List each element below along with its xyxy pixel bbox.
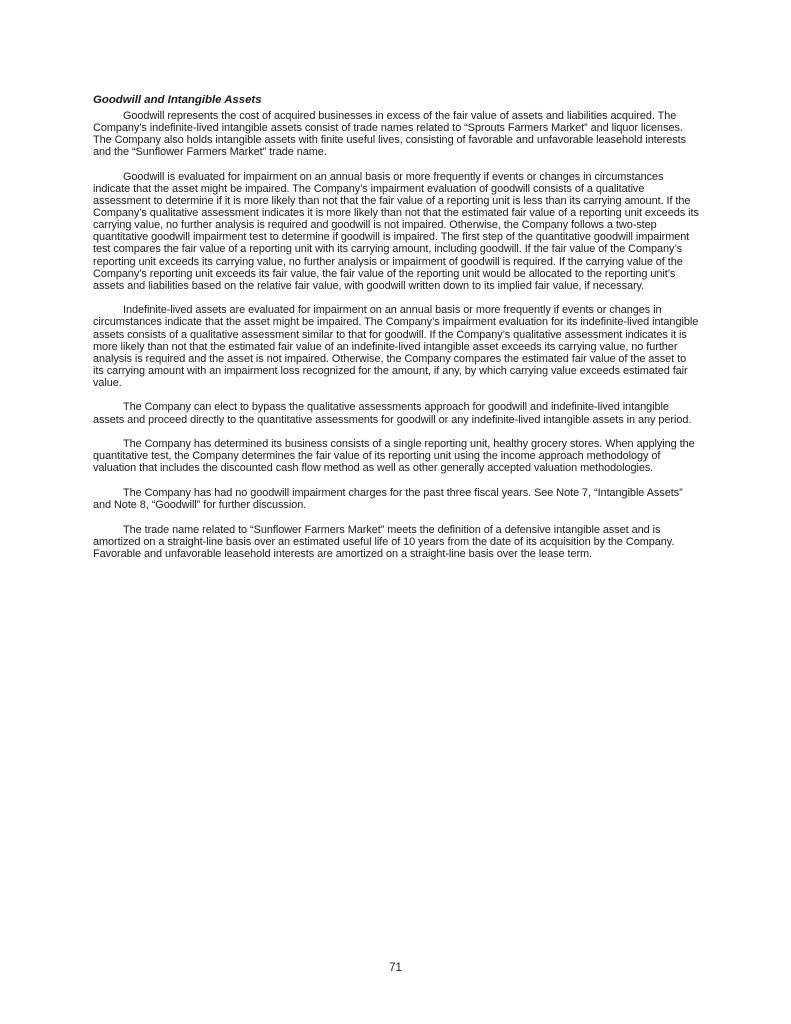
paragraph-indefinite-lived-assets: Indefinite-lived assets are evaluated for impairment on an annual basis or more frequently if events or changes in circumstances indicate that the asset might be impaired. The Company’s impairment evaluation for its indefinite-lived intangible assets consists of a qualitative assessment similar to that for goodwill. If the Company’s qualitative assessment indicates it is more likely than not that the estimated fair value of an indefinite-lived intangible asset exceeds its carrying value, no further analysis is required and the asset is not impaired. Otherwise, the Company compares the estimated fair value of the asset to its carrying amount with an impairment loss recognized for the amount, if any, by which carrying value exceeds estimated fair value.	[93, 304, 699, 389]
paragraph-goodwill-definition: Goodwill represents the cost of acquired businesses in excess of the fair value of assets and liabilities acquired. The Company’s indefinite-lived intangible assets consist of trade names related to “Sprouts Farmers Market” and liquor licenses. The Company also holds intangible assets with finite useful lives, consisting of favorable and unfavorable leasehold interests and the “Sunflower Farmers Market” trade name.	[93, 110, 687, 159]
paragraph-trade-name-amortization: The trade name related to “Sunflower Farmers Market” meets the definition of a defensive intangible asset and is amortized on a straight-line basis over an estimated useful life of 10 years from the date of its acquisition by the Company. Favorable and unfavorable leasehold interests are amortized on a straight-line basis over the lease term.	[93, 523, 675, 560]
paragraph-single-reporting-unit: The Company has determined its business consists of a single reporting unit, healthy grocery stores. When applying the quantitative test, the Company determines the fair value of its reporting unit using the income approach methodology of valuation that includes the discounted cash flow method as well as other generally accepted valuation methodologies.	[93, 438, 695, 475]
section-heading: Goodwill and Intangible Assets	[93, 94, 262, 106]
page-number: 71	[389, 962, 402, 974]
document-body	[93, 93, 699, 572]
paragraph-bypass-qualitative: The Company can elect to bypass the qualitative assessments approach for goodwill and indefinite-lived intangible assets and proceed directly to the quantitative assessments for goodwill or any indefinite-lived intangible assets in any period.	[93, 401, 692, 426]
paragraph-goodwill-impairment-evaluation: Goodwill is evaluated for impairment on an annual basis or more frequently if events or changes in circumstances indicate that the asset might be impaired. The Company’s impairment evaluation of goodwill consists of a qualitative assessment to determine if it is more likely than not that the fair value of a reporting unit is less than its carrying amount. If the Company’s qualitative assessment indicates it is more likely than not that the estimated fair value of a reporting unit exceeds its carrying value, no further analysis is required and goodwill is not impaired. Otherwise, the Company follows a two-step quantitative goodwill impairment test to determine if goodwill is impaired. The first step of the quantitative goodwill impairment test compares the fair value of a reporting unit with its carrying amount, including goodwill. If the fair value of the Company’s reporting unit exceeds its carrying value, no further analysis or impairment of goodwill is required. If the carrying value of the Company’s reporting unit exceeds its fair value, the fair value of the reporting unit would be allocated to the reporting unit’s assets and liabilities based on the relative fair value, with goodwill written down to its implied fair value, if necessary.	[93, 170, 699, 292]
paragraph-no-impairment-charges: The Company has had no goodwill impairment charges for the past three fiscal years. See Note 7, “Intangible Assets” and Note 8, “Goodwill” for further discussion.	[93, 486, 683, 512]
